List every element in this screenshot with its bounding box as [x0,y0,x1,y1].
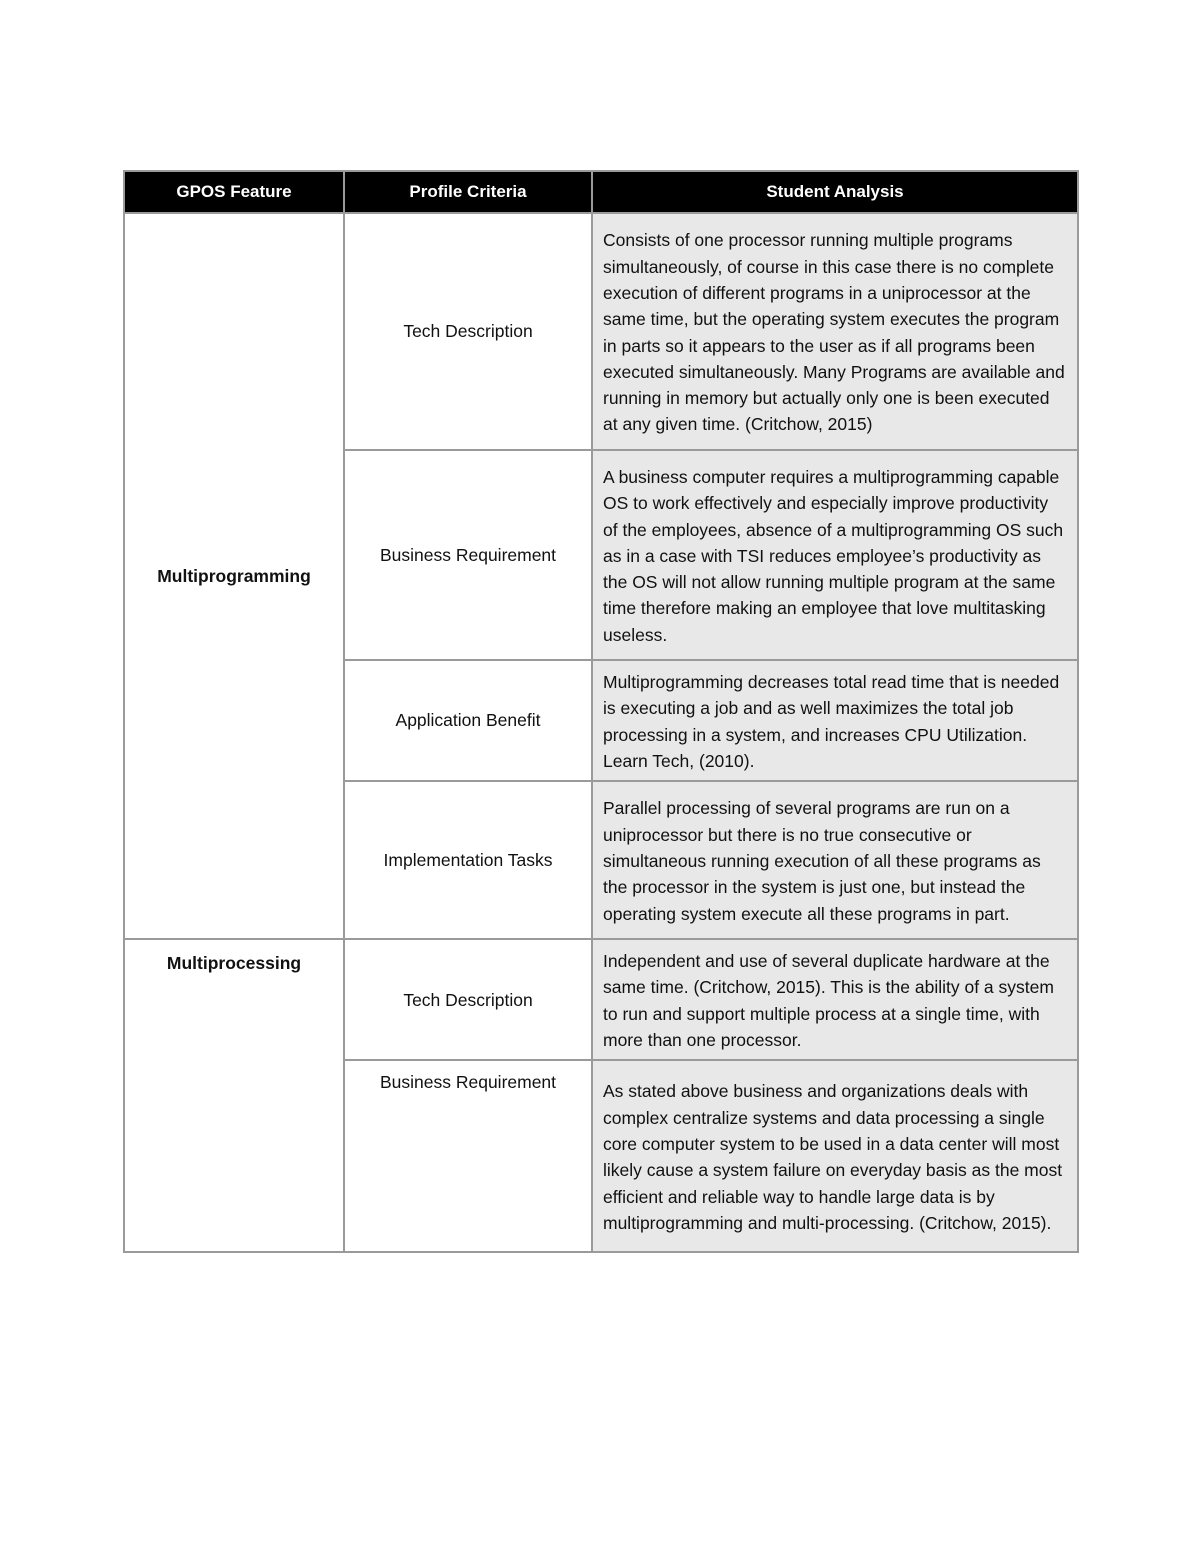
criteria-cell: Implementation Tasks [344,781,592,939]
header-profile-criteria: Profile Criteria [344,171,592,213]
feature-multiprocessing: Multiprocessing [124,939,344,1252]
analysis-cell: Parallel processing of several programs are run on a uniprocessor but there is no true consecutive or simultaneous running execution of all these programs as the processor in the system is just one, but instead the operating system execute all these programs in part. [592,781,1078,939]
criteria-cell: Tech Description [344,213,592,450]
table-row [124,939,1078,1060]
criteria-cell: Business Requirement [344,450,592,660]
criteria-cell: Business Requirement [344,1060,592,1252]
feature-multiprogramming: Multiprogramming [124,213,344,939]
analysis-cell: Multiprogramming decreases total read time that is needed is executing a job and as well maximizes the total job processing in a system, and increases CPU Utilization. Learn Tech, (2010). [592,660,1078,781]
table-row [124,213,1078,450]
analysis-cell: As stated above business and organizations deals with complex centralize systems and data processing a single core computer system to be used in a data center will most likely cause a system failure on everyday basis as the most efficient and reliable way to handle large data is by multiprogramming and multi-processing. (Critchow, 2015). [592,1060,1078,1252]
header-row [124,171,1078,213]
analysis-cell: Independent and use of several duplicate hardware at the same time. (Critchow, 2015). This is the ability of a system to run and support multiple process at a single time, with more than one processor. [592,939,1078,1060]
analysis-cell: Consists of one processor running multiple programs simultaneously, of course in this case there is no complete execution of different programs in a uniprocessor at the same time, but the operating system executes the program in parts so it appears to the user as if all programs been executed simultaneously. Many Programs are available and running in memory but actually only one is been executed at any given time. (Critchow, 2015) [592,213,1078,450]
analysis-cell: A business computer requires a multiprogramming capable OS to work effectively and especially improve productivity of the employees, absence of a multiprogramming OS such as in a case with TSI reduces employee’s productivity as the OS will not allow running multiple program at the same time therefore making an employee that love multitasking useless. [592,450,1078,660]
header-student-analysis: Student Analysis [592,171,1078,213]
criteria-cell: Application Benefit [344,660,592,781]
gpos-feature-table [123,170,1079,1253]
header-gpos-feature: GPOS Feature [124,171,344,213]
criteria-cell: Tech Description [344,939,592,1060]
